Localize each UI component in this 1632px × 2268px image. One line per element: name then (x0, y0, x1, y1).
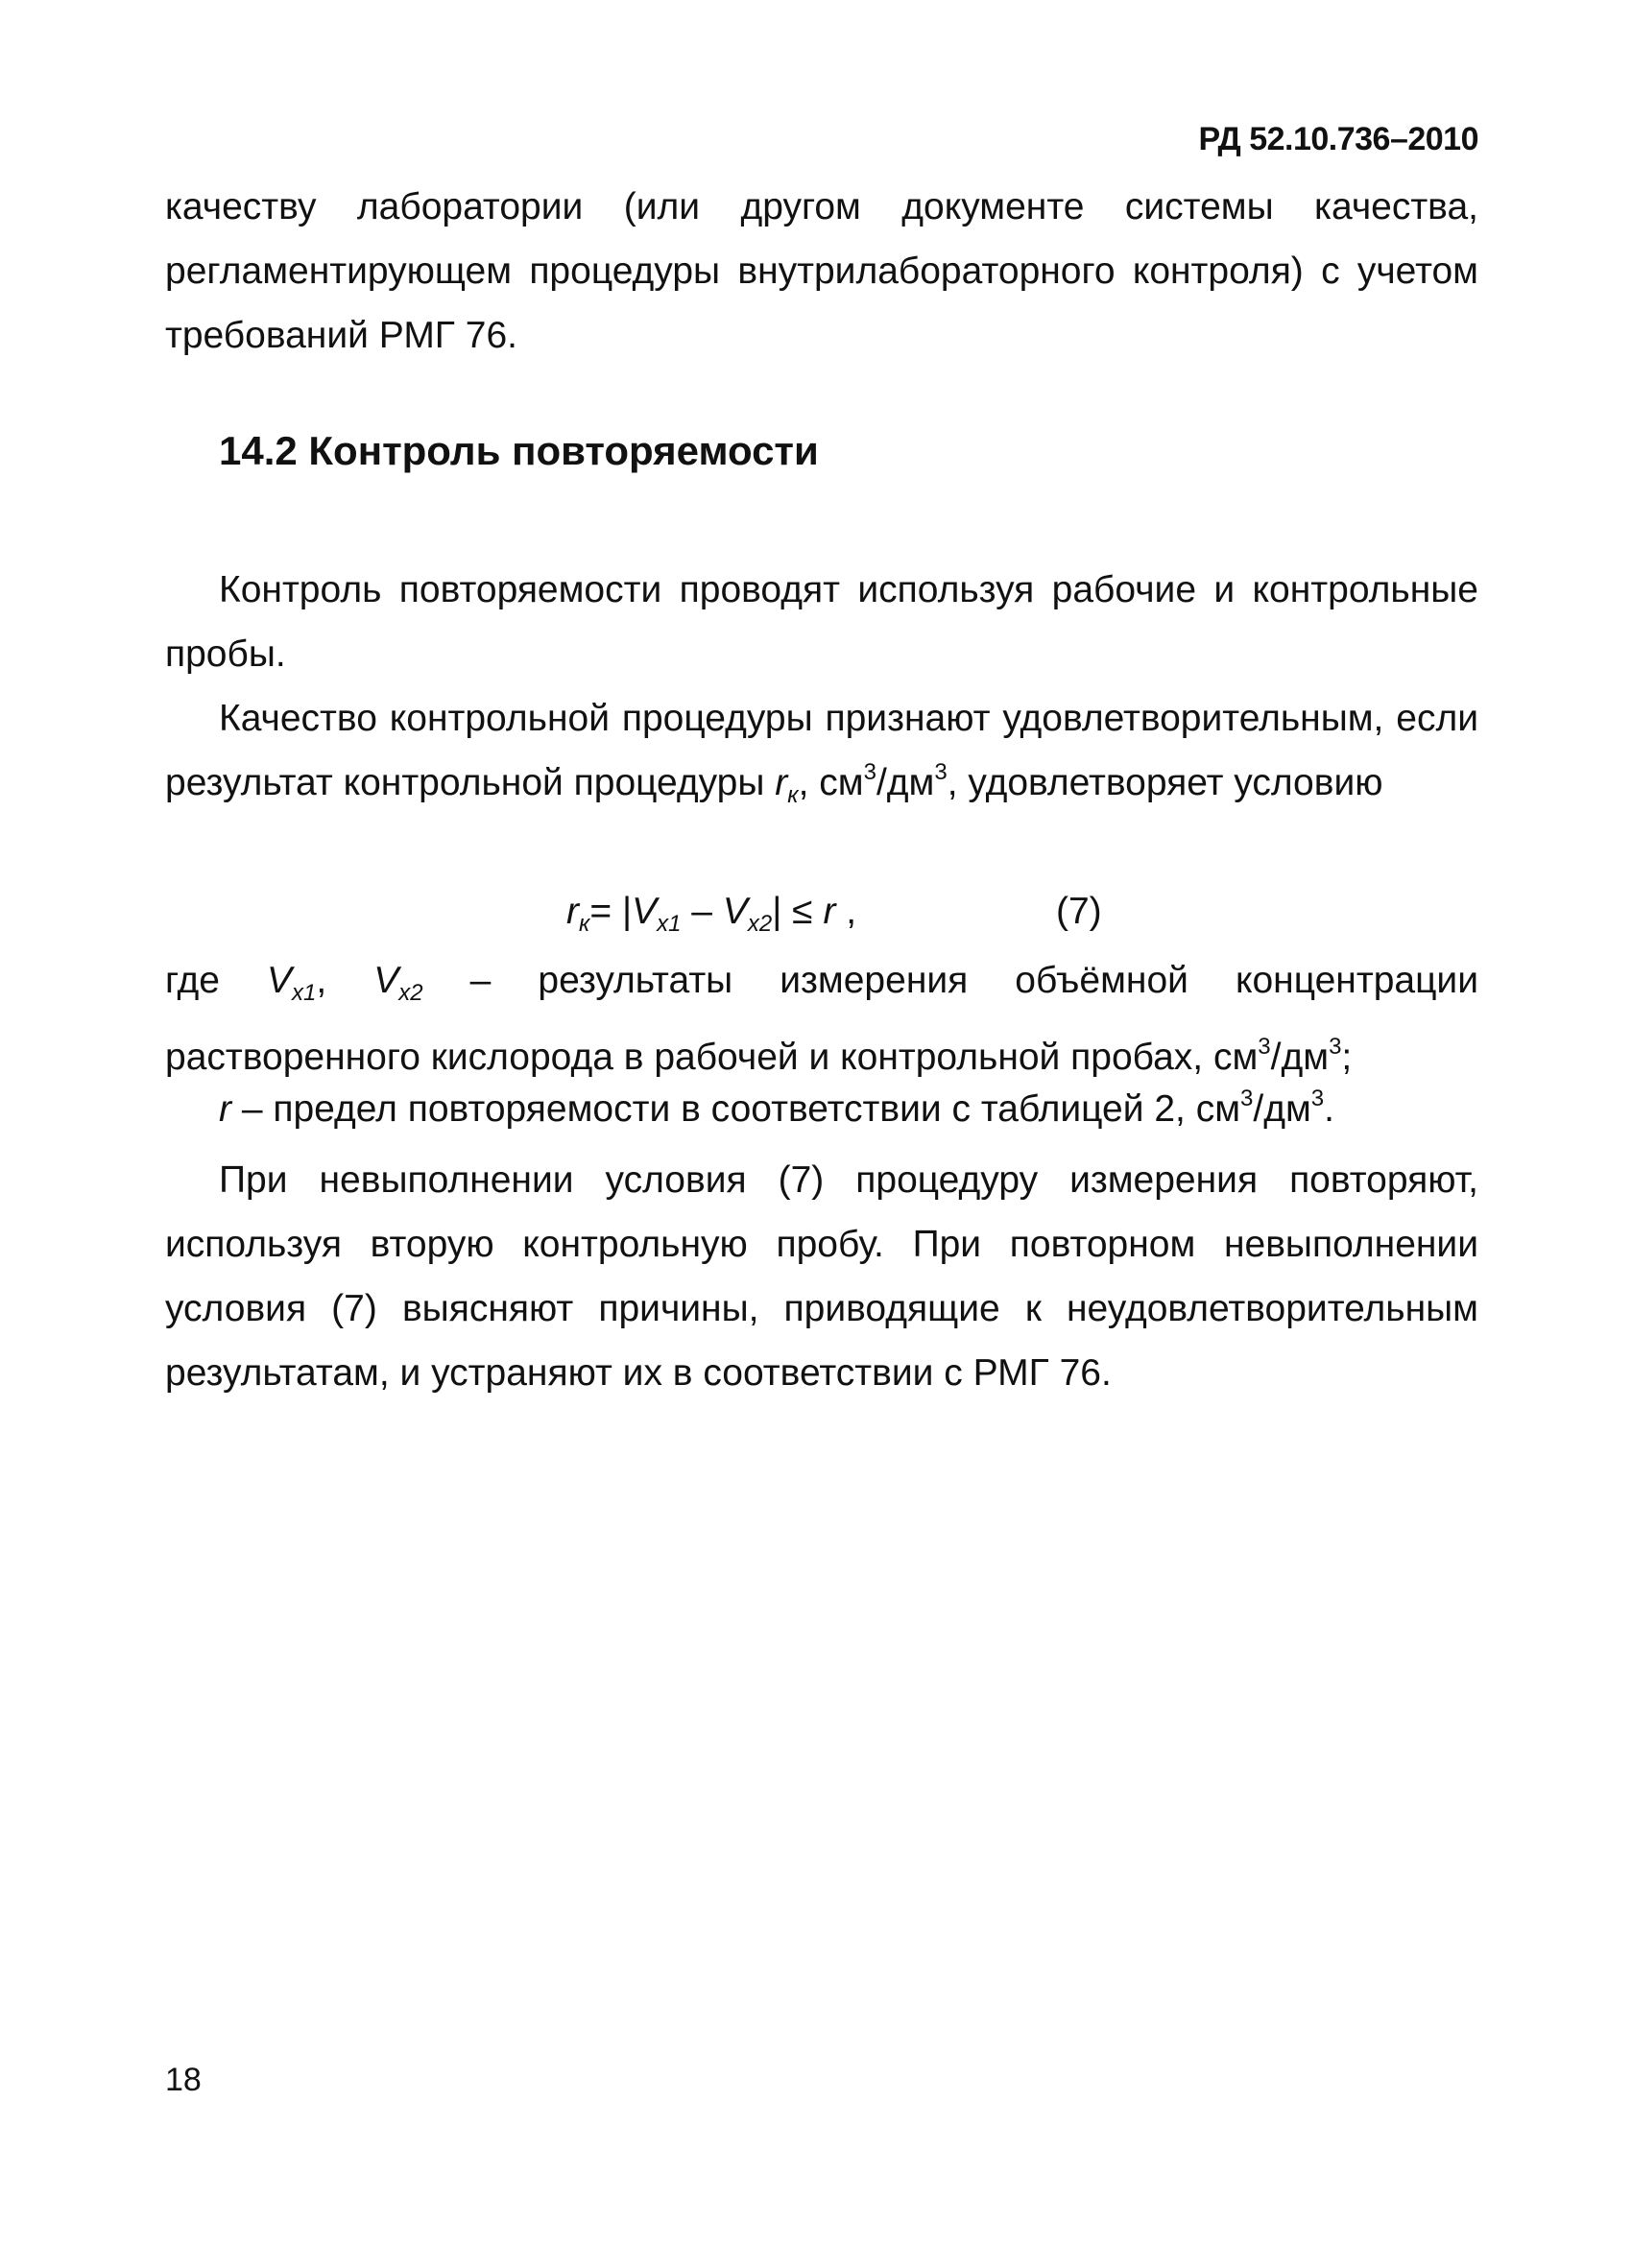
intro-line-3: требований РМГ 76. (165, 315, 517, 356)
where-line2-text: растворенного кислорода в рабочей и контрольной пробах, см (165, 1037, 1259, 1078)
where-x2: x2 (398, 980, 423, 1006)
r-def-sup-1: 3 (1240, 1086, 1254, 1111)
r-def-sup-2: 3 (1310, 1086, 1325, 1111)
intro-paragraph (165, 175, 1478, 368)
r-def-end: . (1324, 1088, 1334, 1130)
para2-text-before: результат контрольной процедуры (165, 762, 776, 803)
paragraph-r-definition (165, 1077, 1478, 1141)
where-end: ; (1341, 1037, 1353, 1078)
section-heading: 14.2 Контроль повторяемости (219, 428, 819, 473)
where-line-1 (165, 948, 1478, 1025)
formula-eq: = | (589, 891, 633, 932)
formula-v2: V (722, 891, 748, 932)
para2-unit-prefix: , см (798, 762, 864, 803)
where-sup-1: 3 (1258, 1034, 1271, 1060)
where-v2: V (373, 960, 399, 1001)
para2-unit-mid: /дм (876, 762, 935, 803)
formula-minus: – (681, 891, 723, 932)
paragraph-repeatability-control (165, 558, 1478, 686)
para3-line-3: условия (7) выясняют причины, приводящие к неудовлетворительным (165, 1288, 1478, 1329)
intro-line-2: регламентирующем процедуры внутрилабораторного контроля) с учетом (165, 251, 1478, 292)
para3-line-2: используя вторую контрольную пробу. При повторном невыполнении (165, 1224, 1478, 1265)
para2-text-end: , удовлетворяет условию (947, 762, 1383, 803)
symbol-k: к (787, 782, 799, 808)
formula (566, 879, 856, 956)
formula-comma: , (835, 891, 857, 932)
formula-le: | ≤ (772, 891, 824, 932)
para2-line-1: Качество контрольной процедуры признают удовлетворительным, если (219, 698, 1478, 739)
page-number: 18 (165, 2062, 202, 2098)
formula-x1: x1 (657, 911, 682, 937)
where-word: где (165, 960, 220, 1001)
formula-x2: x2 (747, 911, 773, 937)
paragraph-quality-criterion (165, 686, 1478, 827)
formula-number: (7) (1056, 891, 1102, 932)
where-sep: , (316, 960, 374, 1001)
paragraph-failure-procedure (165, 1148, 1478, 1405)
where-v1: V (266, 960, 292, 1001)
r-symbol: r (219, 1088, 231, 1130)
formula-r2: r (823, 891, 836, 932)
where-sup-2: 3 (1329, 1034, 1342, 1060)
para1-line-1: Контроль повторяемости проводят используя рабочие и контрольные (219, 569, 1478, 610)
where-x1: x1 (292, 980, 317, 1006)
para3-line-1: При невыполнении условия (7) процедуру измерения повторяют, (219, 1159, 1478, 1201)
formula-v1: V (632, 891, 658, 932)
symbol-r: r (775, 762, 788, 803)
paragraph-where (165, 948, 1478, 1089)
para1-line-2: пробы. (165, 633, 286, 675)
r-def-unit-mid: /дм (1253, 1088, 1311, 1130)
r-def-text: – предел повторяемости в соответствии с таблицей 2, см (231, 1088, 1241, 1130)
formula-k: к (579, 911, 590, 937)
where-dash-text: – результаты измерения объёмной концентрации (422, 960, 1478, 1001)
r-definition-line (165, 1077, 1478, 1141)
formula-r: r (566, 891, 579, 932)
document-code: РД 52.10.736–2010 (1198, 121, 1478, 157)
unit-sup-2: 3 (934, 759, 948, 785)
where-unit-mid: /дм (1270, 1037, 1330, 1078)
unit-sup-1: 3 (863, 759, 876, 785)
intro-line-1: качеству лаборатории (или другом документе системы качества, (165, 186, 1478, 227)
para3-line-4: результатам, и устраняют их в соответствии с РМГ 76. (165, 1352, 1112, 1394)
para2-line-2 (165, 751, 1478, 827)
